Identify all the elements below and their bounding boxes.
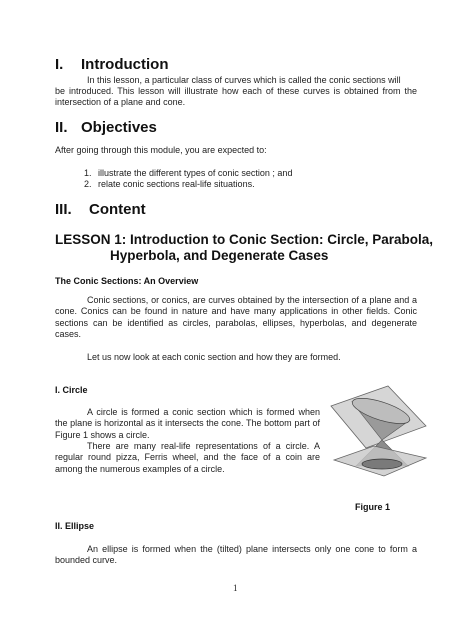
- circle-paragraph-2: There are many real-life representations of a circle. A regular round pizza, Ferris wheel, and the face of a coin are among the numerous examples of a circle.: [55, 441, 320, 474]
- circle-heading: I. Circle: [55, 385, 88, 395]
- objective-item-text: relate conic sections real-life situations.: [98, 179, 255, 189]
- introduction-heading-text: Introduction: [81, 56, 169, 73]
- objective-item-1: [84, 168, 292, 178]
- overview-heading: The Conic Sections: An Overview: [55, 276, 199, 286]
- introduction-paragraph-line1: In this lesson, a particular class of curves which is called the conic sections will: [87, 75, 401, 85]
- overview-paragraph-2: Let us now look at each conic section and how they are formed.: [87, 352, 341, 362]
- figure-1-caption: Figure 1: [355, 502, 391, 512]
- objective-item-2: [84, 179, 255, 189]
- objective-item-marker: 2.: [84, 179, 92, 189]
- objectives-lead: After going through this module, you are expected to:: [55, 145, 267, 155]
- circle-paragraph-1: A circle is formed a conic section which is formed when the plane is horizontal as it intersects the cone. The bottom part of Figure 1 shows a circle.: [55, 407, 320, 440]
- introduction-heading-number: I.: [55, 56, 64, 73]
- objective-item-marker: 1.: [84, 168, 92, 178]
- circle-cross-section-shape: [362, 459, 402, 469]
- content-heading: [55, 201, 146, 218]
- lesson-title-line1: LESSON 1: Introduction to Conic Section: Circle, Parabola,: [55, 232, 434, 247]
- objectives-heading: [55, 119, 157, 136]
- content-heading-number: III.: [55, 201, 72, 218]
- ellipse-heading: II. Ellipse: [55, 521, 95, 531]
- objectives-heading-text: Objectives: [81, 119, 157, 136]
- content-heading-text: Content: [89, 201, 146, 218]
- lesson-title-line2: Hyperbola, and Degenerate Cases: [110, 248, 329, 263]
- page-number: 1: [233, 583, 238, 593]
- objectives-heading-number: II.: [55, 119, 68, 136]
- overview-paragraph-1: Conic sections, or conics, are curves obtained by the intersection of a plane and a cone. Conics can be found in nature and have many applications in other fields. Conic sections can be identified as circles, parabolas, ellipses, hyperbolas, and degenerate cases.: [55, 295, 417, 340]
- figure-1-illustration: [326, 384, 431, 484]
- ellipse-paragraph-1: An ellipse is formed when the (tilted) plane intersects only one cone to form a bounded curve.: [55, 544, 417, 566]
- introduction-paragraph-rest: be introduced. This lesson will illustrate how each of these curves is obtained from the intersection of a plane and cone.: [55, 86, 417, 108]
- objective-item-text: illustrate the different types of conic section ; and: [98, 168, 293, 178]
- introduction-heading: [55, 56, 168, 73]
